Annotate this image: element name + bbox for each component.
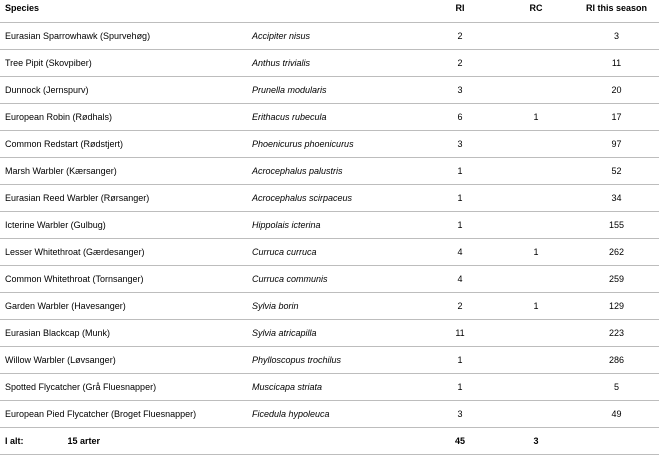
ri-value: 3 (422, 131, 498, 158)
ri-value: 6 (422, 104, 498, 131)
ri-value: 1 (422, 347, 498, 374)
table-row (0, 131, 659, 158)
table-row (0, 293, 659, 320)
common-name: European Pied Flycatcher (Broget Fluesnapper) (0, 401, 250, 428)
common-name: Icterine Warbler (Gulbug) (0, 212, 250, 239)
common-name: Garden Warbler (Havesanger) (0, 293, 250, 320)
total-latin-empty (250, 428, 422, 455)
header-species: Species (5, 3, 40, 13)
rc-value (498, 131, 574, 158)
ri-value: 11 (422, 320, 498, 347)
common-name: European Robin (Rødhals) (0, 104, 250, 131)
latin-name: Prunella modularis (250, 77, 422, 104)
latin-name: Curruca curruca (250, 239, 422, 266)
common-name: Eurasian Blackcap (Munk) (0, 320, 250, 347)
common-name: Lesser Whitethroat (Gærdesanger) (0, 239, 250, 266)
latin-name: Muscicapa striata (250, 374, 422, 401)
rc-value (498, 50, 574, 77)
ri-season-value: 5 (574, 374, 659, 401)
common-name: Willow Warbler (Løvsanger) (0, 347, 250, 374)
rc-value (498, 320, 574, 347)
ri-value: 1 (422, 212, 498, 239)
table-row (0, 158, 659, 185)
common-name: Common Whitethroat (Tornsanger) (0, 266, 250, 293)
rc-value (498, 266, 574, 293)
total-row (0, 428, 659, 455)
total-season-empty (574, 428, 659, 455)
ri-season-value: 262 (574, 239, 659, 266)
common-name: Dunnock (Jernspurv) (0, 77, 250, 104)
ri-season-value: 11 (574, 50, 659, 77)
ri-season-value: 49 (574, 401, 659, 428)
ri-season-value: 3 (574, 23, 659, 50)
rc-value (498, 185, 574, 212)
table-row (0, 185, 659, 212)
rc-value: 1 (498, 104, 574, 131)
ri-season-value: 223 (574, 320, 659, 347)
latin-name: Acrocephalus scirpaceus (250, 185, 422, 212)
latin-name: Hippolais icterina (250, 212, 422, 239)
ri-value: 4 (422, 239, 498, 266)
ri-value: 3 (422, 77, 498, 104)
table-row (0, 239, 659, 266)
header-ri-this-season: RI this season (585, 3, 648, 13)
total-ri: 45 (422, 428, 498, 455)
ri-season-value: 259 (574, 266, 659, 293)
ri-season-value: 97 (574, 131, 659, 158)
header-rc: RC (529, 3, 543, 13)
latin-name: Sylvia atricapilla (250, 320, 422, 347)
ri-season-value: 286 (574, 347, 659, 374)
ri-season-value: 52 (574, 158, 659, 185)
ri-value: 2 (422, 50, 498, 77)
total-rc: 3 (498, 428, 574, 455)
rc-value: 1 (498, 239, 574, 266)
ri-value: 2 (422, 293, 498, 320)
ri-value: 3 (422, 401, 498, 428)
common-name: Common Redstart (Rødstjert) (0, 131, 250, 158)
common-name: Marsh Warbler (Kærsanger) (0, 158, 250, 185)
header-latin (250, 0, 422, 23)
ri-season-value: 17 (574, 104, 659, 131)
rc-value (498, 374, 574, 401)
latin-name: Acrocephalus palustris (250, 158, 422, 185)
total-species-count: 15 arter (67, 435, 101, 446)
total-label: I alt: (5, 435, 24, 446)
table-row (0, 347, 659, 374)
ri-value: 2 (422, 23, 498, 50)
header-row (0, 0, 659, 23)
table-row (0, 23, 659, 50)
common-name: Eurasian Reed Warbler (Rørsanger) (0, 185, 250, 212)
common-name: Tree Pipit (Skovpiber) (0, 50, 250, 77)
latin-name: Ficedula hypoleuca (250, 401, 422, 428)
ri-value: 1 (422, 158, 498, 185)
table-row (0, 374, 659, 401)
latin-name: Accipiter nisus (250, 23, 422, 50)
ri-season-value: 155 (574, 212, 659, 239)
ri-value: 1 (422, 185, 498, 212)
latin-name: Erithacus rubecula (250, 104, 422, 131)
table-row (0, 266, 659, 293)
rc-value (498, 347, 574, 374)
rc-value (498, 23, 574, 50)
common-name: Spotted Flycatcher (Grå Fluesnapper) (0, 374, 250, 401)
latin-name: Phoenicurus phoenicurus (250, 131, 422, 158)
ri-season-value: 34 (574, 185, 659, 212)
rc-value: 1 (498, 293, 574, 320)
ri-season-value: 129 (574, 293, 659, 320)
table-row (0, 320, 659, 347)
rc-value (498, 401, 574, 428)
table-row (0, 401, 659, 428)
table-row (0, 50, 659, 77)
table-row (0, 212, 659, 239)
latin-name: Curruca communis (250, 266, 422, 293)
latin-name: Phylloscopus trochilus (250, 347, 422, 374)
ri-value: 4 (422, 266, 498, 293)
ri-value: 1 (422, 374, 498, 401)
latin-name: Sylvia borin (250, 293, 422, 320)
rc-value (498, 77, 574, 104)
ri-season-value: 20 (574, 77, 659, 104)
total-label-cell (0, 428, 250, 455)
header-ri: RI (455, 3, 465, 13)
common-name: Eurasian Sparrowhawk (Spurvehøg) (0, 23, 250, 50)
table-row (0, 104, 659, 131)
table-row (0, 77, 659, 104)
rc-value (498, 158, 574, 185)
rc-value (498, 212, 574, 239)
latin-name: Anthus trivialis (250, 50, 422, 77)
